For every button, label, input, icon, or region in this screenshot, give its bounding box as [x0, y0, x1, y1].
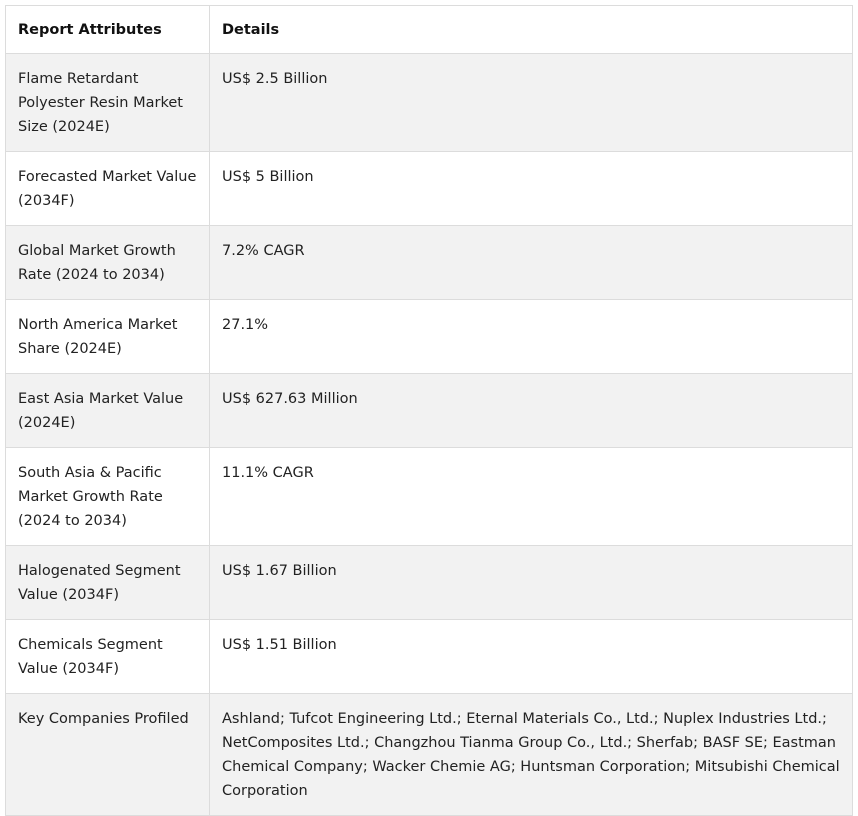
header-report-attributes: Report Attributes	[6, 6, 210, 54]
row-detail: Ashland; Tufcot Engineering Ltd.; Eternal Materials Co., Ltd.; Nuplex Industries Ltd.; NetComposites Ltd.; Changzhou Tianma Group Co., Ltd.; Sherfab; BASF SE; Eastman Chemical Company; Wacker Chemie AG; Huntsman Corporation; Mitsubishi Chemical Corporation	[210, 694, 853, 816]
row-attribute: North America Market Share (2024E)	[6, 300, 210, 374]
row-attribute: Forecasted Market Value (2034F)	[6, 152, 210, 226]
row-attribute: East Asia Market Value (2024E)	[6, 374, 210, 448]
report-attributes-table-container	[5, 5, 852, 816]
table-row	[6, 300, 853, 374]
table-row	[6, 54, 853, 152]
row-attribute: South Asia & Pacific Market Growth Rate (2024 to 2034)	[6, 448, 210, 546]
table-row	[6, 694, 853, 816]
row-attribute: Flame Retardant Polyester Resin Market Size (2024E)	[6, 54, 210, 152]
table-row	[6, 620, 853, 694]
table-row	[6, 152, 853, 226]
row-detail: US$ 5 Billion	[210, 152, 853, 226]
header-details: Details	[210, 6, 853, 54]
row-detail: 11.1% CAGR	[210, 448, 853, 546]
row-attribute: Chemicals Segment Value (2034F)	[6, 620, 210, 694]
row-detail: US$ 627.63 Million	[210, 374, 853, 448]
row-detail: US$ 1.67 Billion	[210, 546, 853, 620]
row-attribute: Key Companies Profiled	[6, 694, 210, 816]
report-attributes-table	[5, 5, 853, 816]
table-row	[6, 448, 853, 546]
row-detail: 7.2% CAGR	[210, 226, 853, 300]
table-row	[6, 226, 853, 300]
row-attribute: Global Market Growth Rate (2024 to 2034)	[6, 226, 210, 300]
table-row	[6, 546, 853, 620]
table-header-row	[6, 6, 853, 54]
row-detail: 27.1%	[210, 300, 853, 374]
row-attribute: Halogenated Segment Value (2034F)	[6, 546, 210, 620]
row-detail: US$ 1.51 Billion	[210, 620, 853, 694]
row-detail: US$ 2.5 Billion	[210, 54, 853, 152]
table-row	[6, 374, 853, 448]
